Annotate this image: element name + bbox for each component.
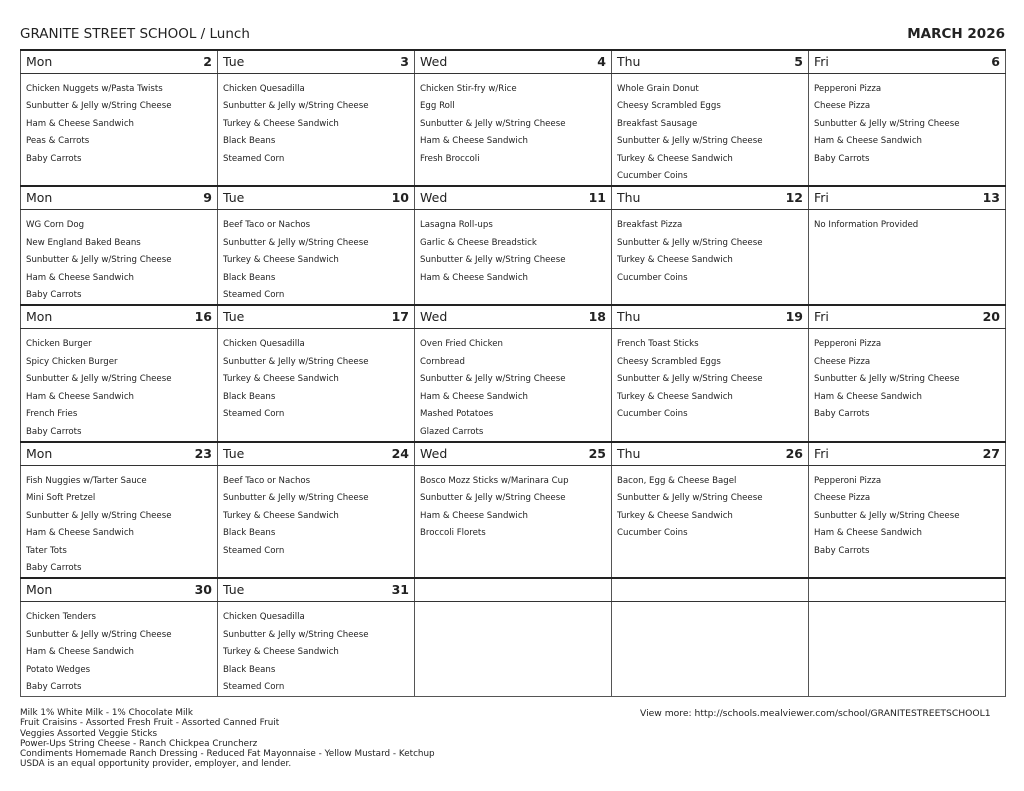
menu-item: Turkey & Cheese Sandwich: [223, 118, 339, 129]
menu-item: Sunbutter & Jelly w/String Cheese: [420, 118, 566, 129]
menu-item: Ham & Cheese Sandwich: [26, 118, 134, 129]
week-header-row: [21, 442, 1006, 466]
day-date: 10: [391, 190, 409, 206]
day-name: Mon: [26, 190, 53, 206]
day-date: 19: [785, 309, 803, 325]
day-header: [21, 442, 218, 466]
month-label: MARCH 2026: [907, 26, 1005, 42]
menu-item: Baby Carrots: [26, 681, 82, 692]
menu-item: Ham & Cheese Sandwich: [420, 391, 528, 402]
day-header: [21, 186, 218, 210]
day-date: 24: [391, 445, 409, 461]
day-name: Mon: [26, 582, 53, 598]
day-header: [218, 305, 415, 329]
footer-line: Veggies Assorted Veggie Sticks: [20, 728, 158, 739]
view-more-link[interactable]: View more: http://schools.mealviewer.com/school/GRANITESTREETSCHOOL1: [640, 708, 991, 719]
menu-item: Cheesy Scrambled Eggs: [617, 356, 721, 367]
day-name: Tue: [223, 190, 245, 206]
day-date: 31: [391, 582, 409, 598]
lunch-calendar: [20, 49, 1006, 697]
day-name: Tue: [223, 54, 245, 69]
menu-item: Turkey & Cheese Sandwich: [617, 391, 733, 402]
footer-line: USDA is an equal opportunity provider, employer, and lender.: [20, 759, 292, 770]
menu-item: Baby Carrots: [814, 153, 870, 164]
menu-item: Sunbutter & Jelly w/String Cheese: [617, 237, 763, 248]
day-header: [21, 50, 218, 74]
menu-item: Sunbutter & Jelly w/String Cheese: [223, 629, 369, 640]
menu-item: Chicken Nuggets w/Pasta Twists: [26, 84, 163, 94]
day-date: 11: [588, 190, 606, 206]
menu-item: Sunbutter & Jelly w/String Cheese: [814, 374, 960, 385]
day-header: [612, 186, 809, 210]
day-date: 18: [588, 309, 606, 325]
day-name: Thu: [617, 54, 641, 69]
menu-item: Glazed Carrots: [420, 426, 484, 437]
day-menu: [218, 210, 415, 306]
day-menu: [21, 210, 218, 306]
menu-item: Oven Fried Chicken: [420, 339, 503, 350]
menu-item: Ham & Cheese Sandwich: [420, 136, 528, 147]
menu-item: Beef Taco or Nachos: [223, 475, 311, 486]
menu-item: Potato Wedges: [26, 664, 91, 675]
day-date: 16: [194, 309, 212, 325]
menu-item: Sunbutter & Jelly w/String Cheese: [223, 356, 369, 367]
day-date: 25: [588, 445, 606, 461]
menu-item: Baby Carrots: [26, 290, 82, 301]
menu-item: Sunbutter & Jelly w/String Cheese: [26, 374, 172, 385]
menu-item: Ham & Cheese Sandwich: [420, 510, 528, 521]
menu-item: Steamed Corn: [223, 545, 285, 556]
menu-item: Turkey & Cheese Sandwich: [223, 510, 339, 521]
day-menu: [415, 465, 612, 578]
day-header: [218, 50, 415, 74]
week-menu-row: [21, 210, 1006, 306]
menu-item: New England Baked Beans: [26, 237, 141, 248]
day-date: 17: [391, 309, 409, 325]
menu-item: Ham & Cheese Sandwich: [420, 272, 528, 283]
menu-item: Sunbutter & Jelly w/String Cheese: [420, 374, 566, 385]
day-header: [612, 442, 809, 466]
menu-item: Sunbutter & Jelly w/String Cheese: [26, 510, 172, 521]
day-date: 23: [194, 445, 212, 461]
menu-item: Baby Carrots: [814, 545, 870, 556]
day-name: Tue: [223, 309, 245, 325]
menu-item: Black Beans: [223, 664, 276, 675]
day-name: Tue: [223, 582, 245, 598]
menu-item: Cucumber Coins: [617, 171, 688, 182]
footer-line: Fruit Craisins - Assorted Fresh Fruit - Assorted Canned Fruit: [20, 718, 280, 729]
footer-line: Condiments Homemade Ranch Dressing - Reduced Fat Mayonnaise - Yellow Mustard - Ketchup: [20, 749, 435, 760]
menu-item: Pepperoni Pizza: [814, 339, 882, 350]
menu-item: Bosco Mozz Sticks w/Marinara Cup: [420, 475, 569, 486]
day-header: [218, 186, 415, 210]
menu-item: Broccoli Florets: [420, 528, 486, 539]
menu-item: Black Beans: [223, 272, 276, 283]
day-name: Wed: [420, 445, 448, 461]
menu-item: Sunbutter & Jelly w/String Cheese: [420, 493, 566, 504]
footer-line: Power-Ups String Cheese - Ranch Chickpea Cruncherz: [20, 738, 258, 749]
day-date: 12: [785, 190, 803, 206]
menu-item: Cucumber Coins: [617, 409, 688, 420]
menu-item: Baby Carrots: [814, 409, 870, 420]
day-menu: [612, 602, 809, 697]
menu-item: Steamed Corn: [223, 681, 285, 692]
menu-item: Chicken Burger: [26, 339, 92, 350]
day-menu: [415, 329, 612, 442]
day-date: 13: [982, 190, 1000, 206]
footer-notes: [20, 708, 435, 770]
day-name: Mon: [26, 54, 53, 69]
menu-item: Tater Tots: [26, 545, 67, 556]
menu-item: Chicken Quesadilla: [223, 84, 305, 94]
menu-item: Black Beans: [223, 391, 276, 402]
menu-item: Steamed Corn: [223, 409, 285, 420]
menu-item: Steamed Corn: [223, 290, 285, 301]
menu-item: Garlic & Cheese Breadstick: [420, 237, 537, 248]
menu-item: Whole Grain Donut: [617, 84, 699, 94]
day-name: Wed: [420, 190, 448, 206]
day-menu: [415, 210, 612, 306]
day-menu: [415, 74, 612, 187]
day-date: 2: [203, 54, 212, 69]
menu-item: Mashed Potatoes: [420, 409, 494, 420]
day-menu: [218, 74, 415, 187]
day-header: [809, 305, 1006, 329]
day-menu: [809, 210, 1006, 306]
day-header: [612, 578, 809, 602]
menu-item: Egg Roll: [420, 101, 455, 112]
menu-item: Black Beans: [223, 136, 276, 147]
menu-item: Bacon, Egg & Cheese Bagel: [617, 475, 737, 486]
menu-item: Chicken Stir-fry w/Rice: [420, 84, 517, 94]
day-date: 27: [982, 445, 1000, 461]
menu-item: Baby Carrots: [26, 153, 82, 164]
week-header-row: [21, 186, 1006, 210]
day-header: [415, 305, 612, 329]
week-menu-row: [21, 74, 1006, 187]
day-date: 26: [785, 445, 803, 461]
menu-item: No Information Provided: [814, 220, 919, 231]
day-header: [415, 50, 612, 74]
day-menu: [612, 210, 809, 306]
menu-item: Chicken Quesadilla: [223, 339, 305, 350]
menu-item: Fish Nuggies w/Tarter Sauce: [26, 475, 147, 486]
menu-item: Turkey & Cheese Sandwich: [617, 153, 733, 164]
day-name: Thu: [617, 445, 641, 461]
menu-item: French Fries: [26, 409, 78, 420]
menu-item: Baby Carrots: [26, 426, 82, 437]
menu-item: Ham & Cheese Sandwich: [26, 647, 134, 658]
day-menu: [218, 602, 415, 697]
menu-item: Lasagna Roll-ups: [420, 220, 493, 231]
day-date: 5: [794, 54, 803, 69]
day-menu: [612, 465, 809, 578]
day-name: Mon: [26, 445, 53, 461]
menu-item: Cornbread: [420, 356, 465, 367]
week-header-row: [21, 50, 1006, 74]
menu-item: Ham & Cheese Sandwich: [26, 272, 134, 283]
menu-item: Cheese Pizza: [814, 493, 871, 504]
menu-item: Sunbutter & Jelly w/String Cheese: [617, 136, 763, 147]
menu-item: Ham & Cheese Sandwich: [814, 528, 922, 539]
day-menu: [809, 465, 1006, 578]
day-header: [415, 442, 612, 466]
day-menu: [809, 329, 1006, 442]
day-menu: [612, 74, 809, 187]
day-menu: [415, 602, 612, 697]
day-header: [415, 186, 612, 210]
day-header: [218, 442, 415, 466]
menu-item: WG Corn Dog: [26, 220, 85, 231]
menu-item: Beef Taco or Nachos: [223, 220, 311, 231]
day-menu: [21, 602, 218, 697]
day-date: 20: [982, 309, 1000, 325]
menu-item: Spicy Chicken Burger: [26, 356, 118, 367]
day-header: [809, 50, 1006, 74]
menu-item: Sunbutter & Jelly w/String Cheese: [26, 629, 172, 640]
day-date: 3: [400, 54, 409, 69]
day-menu: [21, 465, 218, 578]
menu-item: Sunbutter & Jelly w/String Cheese: [223, 101, 369, 112]
menu-item: Sunbutter & Jelly w/String Cheese: [617, 374, 763, 385]
day-date: 9: [203, 190, 212, 206]
menu-item: Sunbutter & Jelly w/String Cheese: [26, 255, 172, 266]
day-date: 4: [597, 54, 606, 69]
menu-item: Sunbutter & Jelly w/String Cheese: [814, 118, 960, 129]
menu-item: Breakfast Sausage: [617, 118, 698, 129]
menu-item: Sunbutter & Jelly w/String Cheese: [26, 101, 172, 112]
day-name: Fri: [814, 309, 829, 325]
menu-item: Ham & Cheese Sandwich: [26, 391, 134, 402]
menu-item: Ham & Cheese Sandwich: [26, 528, 134, 539]
day-header: [612, 50, 809, 74]
menu-item: Black Beans: [223, 528, 276, 539]
menu-item: Turkey & Cheese Sandwich: [223, 255, 339, 266]
menu-item: Sunbutter & Jelly w/String Cheese: [420, 255, 566, 266]
day-name: Mon: [26, 309, 53, 325]
menu-item: Cucumber Coins: [617, 528, 688, 539]
day-menu: [21, 329, 218, 442]
day-name: Fri: [814, 190, 829, 206]
menu-item: Sunbutter & Jelly w/String Cheese: [223, 237, 369, 248]
day-menu: [21, 74, 218, 187]
day-header: [809, 186, 1006, 210]
menu-item: Baby Carrots: [26, 562, 82, 573]
menu-item: Chicken Tenders: [26, 612, 96, 623]
day-date: 30: [194, 582, 212, 598]
page-title: GRANITE STREET SCHOOL / Lunch: [20, 26, 250, 42]
menu-item: Cucumber Coins: [617, 272, 688, 283]
day-menu: [218, 465, 415, 578]
menu-item: Sunbutter & Jelly w/String Cheese: [223, 493, 369, 504]
menu-item: Cheese Pizza: [814, 101, 871, 112]
menu-item: Ham & Cheese Sandwich: [814, 136, 922, 147]
day-name: Wed: [420, 309, 448, 325]
menu-item: Ham & Cheese Sandwich: [814, 391, 922, 402]
day-name: Fri: [814, 445, 829, 461]
day-date: 6: [991, 54, 1000, 69]
day-menu: [809, 74, 1006, 187]
day-header: [415, 578, 612, 602]
day-header: [21, 578, 218, 602]
menu-item: Turkey & Cheese Sandwich: [223, 374, 339, 385]
day-name: Wed: [420, 54, 448, 69]
day-header: [612, 305, 809, 329]
day-header: [21, 305, 218, 329]
day-header: [809, 578, 1006, 602]
menu-item: Cheese Pizza: [814, 356, 871, 367]
day-menu: [612, 329, 809, 442]
week-header-row: [21, 578, 1006, 602]
menu-item: Pepperoni Pizza: [814, 475, 882, 486]
day-menu: [218, 329, 415, 442]
week-menu-row: [21, 602, 1006, 697]
menu-item: Pepperoni Pizza: [814, 84, 882, 94]
day-name: Thu: [617, 309, 641, 325]
day-header: [218, 578, 415, 602]
week-menu-row: [21, 465, 1006, 578]
day-name: Thu: [617, 190, 641, 206]
menu-item: Cheesy Scrambled Eggs: [617, 101, 721, 112]
day-header: [809, 442, 1006, 466]
menu-item: Fresh Broccoli: [420, 153, 480, 164]
menu-item: Turkey & Cheese Sandwich: [617, 510, 733, 521]
menu-item: Mini Soft Pretzel: [26, 493, 96, 504]
menu-item: Turkey & Cheese Sandwich: [223, 647, 339, 658]
week-menu-row: [21, 329, 1006, 442]
day-name: Tue: [223, 445, 245, 461]
menu-item: Sunbutter & Jelly w/String Cheese: [617, 493, 763, 504]
menu-item: French Toast Sticks: [617, 339, 699, 350]
day-name: Fri: [814, 54, 829, 69]
footer-line: Milk 1% White Milk - 1% Chocolate Milk: [20, 708, 193, 718]
menu-item: Peas & Carrots: [26, 136, 90, 147]
menu-item: Turkey & Cheese Sandwich: [617, 255, 733, 266]
menu-item: Breakfast Pizza: [617, 220, 683, 231]
menu-item: Sunbutter & Jelly w/String Cheese: [814, 510, 960, 521]
week-header-row: [21, 305, 1006, 329]
day-menu: [809, 602, 1006, 697]
menu-item: Chicken Quesadilla: [223, 612, 305, 623]
menu-item: Steamed Corn: [223, 153, 285, 164]
